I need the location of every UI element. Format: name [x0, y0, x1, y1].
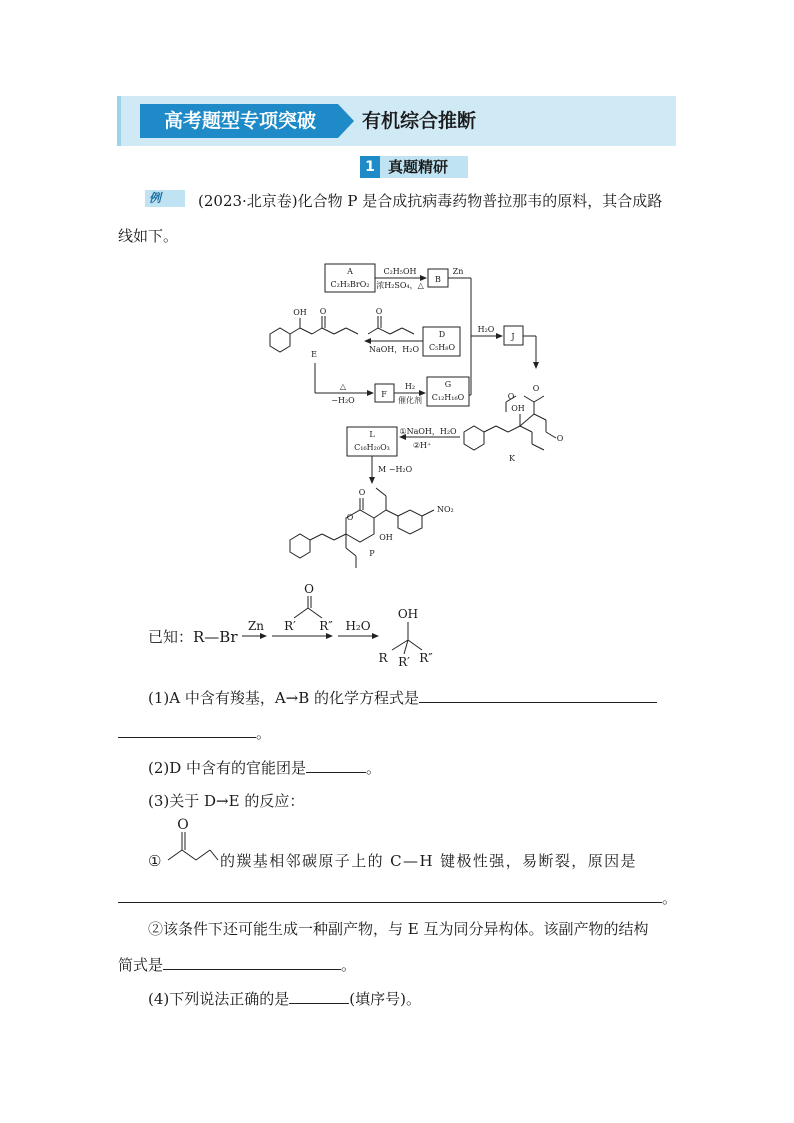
known-zn: Zn [247, 619, 265, 633]
scheme-L-name: L [369, 430, 375, 439]
known-prod-r: R [378, 651, 388, 665]
known-oh: OH [397, 607, 419, 621]
q3-2-line2 [118, 953, 356, 976]
scheme-G-formula: C₁₂H₁₆O [431, 393, 465, 402]
scheme-arrow-AB-top: C₂H₅OH [383, 267, 417, 276]
scheme-P-NO2: NO₂ [437, 505, 454, 514]
q4-stem: (4)下列说法正确的是 [148, 990, 290, 1008]
known-prod-r1: R′ [398, 655, 410, 669]
scheme-P: P [369, 549, 375, 558]
scheme-P-O1: O [358, 488, 366, 497]
header-tab-label: 高考题型专项突破 [163, 110, 316, 132]
scheme-A-name: A [347, 267, 353, 276]
q1-continuation [118, 721, 271, 744]
q2-end: 。 [366, 759, 382, 777]
example-badge: 例 [145, 190, 185, 207]
known-r2: R″ [319, 619, 333, 633]
header-band-edge [117, 96, 121, 146]
known-h2o: H₂O [345, 619, 371, 633]
scheme-F: F [381, 390, 387, 399]
scheme-E: E [311, 350, 317, 359]
scheme-G-name: G [444, 380, 452, 389]
scheme-D-formula: C₅H₈O [428, 343, 456, 352]
q1-end: 。 [256, 724, 272, 742]
example-line-1: (2023·北京卷)化合物 P 是合成抗病毒药物普拉那韦的原料，其合成路 [198, 192, 663, 210]
scheme-K-OH: OH [511, 404, 525, 413]
q4-text [148, 987, 421, 1010]
scheme-Zn: Zn [452, 267, 464, 276]
scheme-arrow-AB-bottom: 浓H₂SO₄，△ [376, 281, 424, 290]
q3-1-continuation [118, 886, 677, 909]
scheme-B: B [435, 275, 441, 284]
scheme-arrow-EF-bottom: −H₂O [331, 396, 355, 405]
scheme-aldol-O: O [319, 307, 327, 316]
scheme-K-O1: O [532, 384, 540, 393]
q3-1-structure-o: O [177, 817, 189, 833]
q1-text [148, 686, 657, 709]
scheme-K-O2: O [507, 392, 515, 401]
known-label: 已知：R—Br [148, 628, 238, 646]
q3-2-line1: ②该条件下还可能生成一种副产物，与 E 互为同分异构体。该副产物的结构 [148, 920, 649, 938]
scheme-D-O: O [375, 307, 383, 316]
q2-stem: (2)D 中含有的官能团是 [148, 759, 307, 777]
scheme-arrow-EF-top: △ [339, 382, 347, 391]
q2-answer-blank[interactable] [306, 756, 366, 773]
scheme-arrow-FG-bottom: 催化剂 [398, 396, 422, 405]
q3-1-text: 的羰基相邻碳原子上的 C—H 键极性强，易断裂，原因是 [220, 852, 637, 870]
q1-answer-blank[interactable] [419, 686, 657, 703]
scheme-L-formula: C₁₆H₂₀O₃ [354, 443, 390, 452]
scheme-arrow-KL-top: ①NaOH，H₂O [399, 427, 457, 436]
scheme-arrow-D-bottom: NaOH，H₂O [368, 345, 420, 354]
scheme-H2O-J: H₂O [477, 325, 495, 334]
scheme-aldol-OH: OH [293, 308, 307, 317]
q2-text [148, 756, 381, 779]
q4-answer-blank[interactable] [289, 987, 349, 1004]
known-r1: R′ [284, 619, 296, 633]
q3-1-answer-blank[interactable] [118, 886, 662, 903]
q3-1-end: 。 [662, 889, 678, 907]
scheme-A-formula: C₂H₃BrO₂ [330, 280, 370, 289]
scheme-P-OH: OH [379, 533, 393, 542]
q3-1-num: ① [148, 852, 162, 870]
q3-2-answer-blank[interactable] [163, 953, 341, 970]
section-title: 真题精研 [388, 158, 449, 176]
scheme-K-O3: O [556, 434, 564, 443]
q3-text: (3)关于 D→E 的反应： [148, 792, 305, 810]
scheme-arrow-LP: M −H₂O [378, 465, 413, 474]
known-reaction [240, 582, 450, 670]
scheme-J: J [511, 332, 515, 341]
scheme-arrow-KL-bottom: ②H⁺ [412, 441, 432, 450]
q1-answer-blank-2[interactable] [118, 721, 256, 738]
known-prod-r2: R″ [419, 651, 433, 665]
synthesis-scheme [255, 258, 564, 593]
scheme-K: K [509, 454, 515, 463]
q1-stem: (1)A 中含有羧基，A→B 的化学方程式是 [148, 689, 420, 707]
known-ketone-o: O [304, 582, 314, 596]
scheme-P-O2: O [346, 513, 354, 522]
q4-end: (填序号)。 [349, 990, 421, 1008]
scheme-arrow-FG-top: H₂ [404, 382, 416, 391]
q3-1-structure [166, 816, 220, 864]
section-number: 1 [360, 156, 380, 178]
scheme-D-name: D [438, 330, 446, 339]
header-subtitle: 有机综合推断 [362, 110, 477, 132]
q3-2-end: 。 [341, 956, 357, 974]
example-line-2: 线如下。 [118, 227, 179, 245]
q3-2-stem: 简式是 [118, 956, 164, 974]
